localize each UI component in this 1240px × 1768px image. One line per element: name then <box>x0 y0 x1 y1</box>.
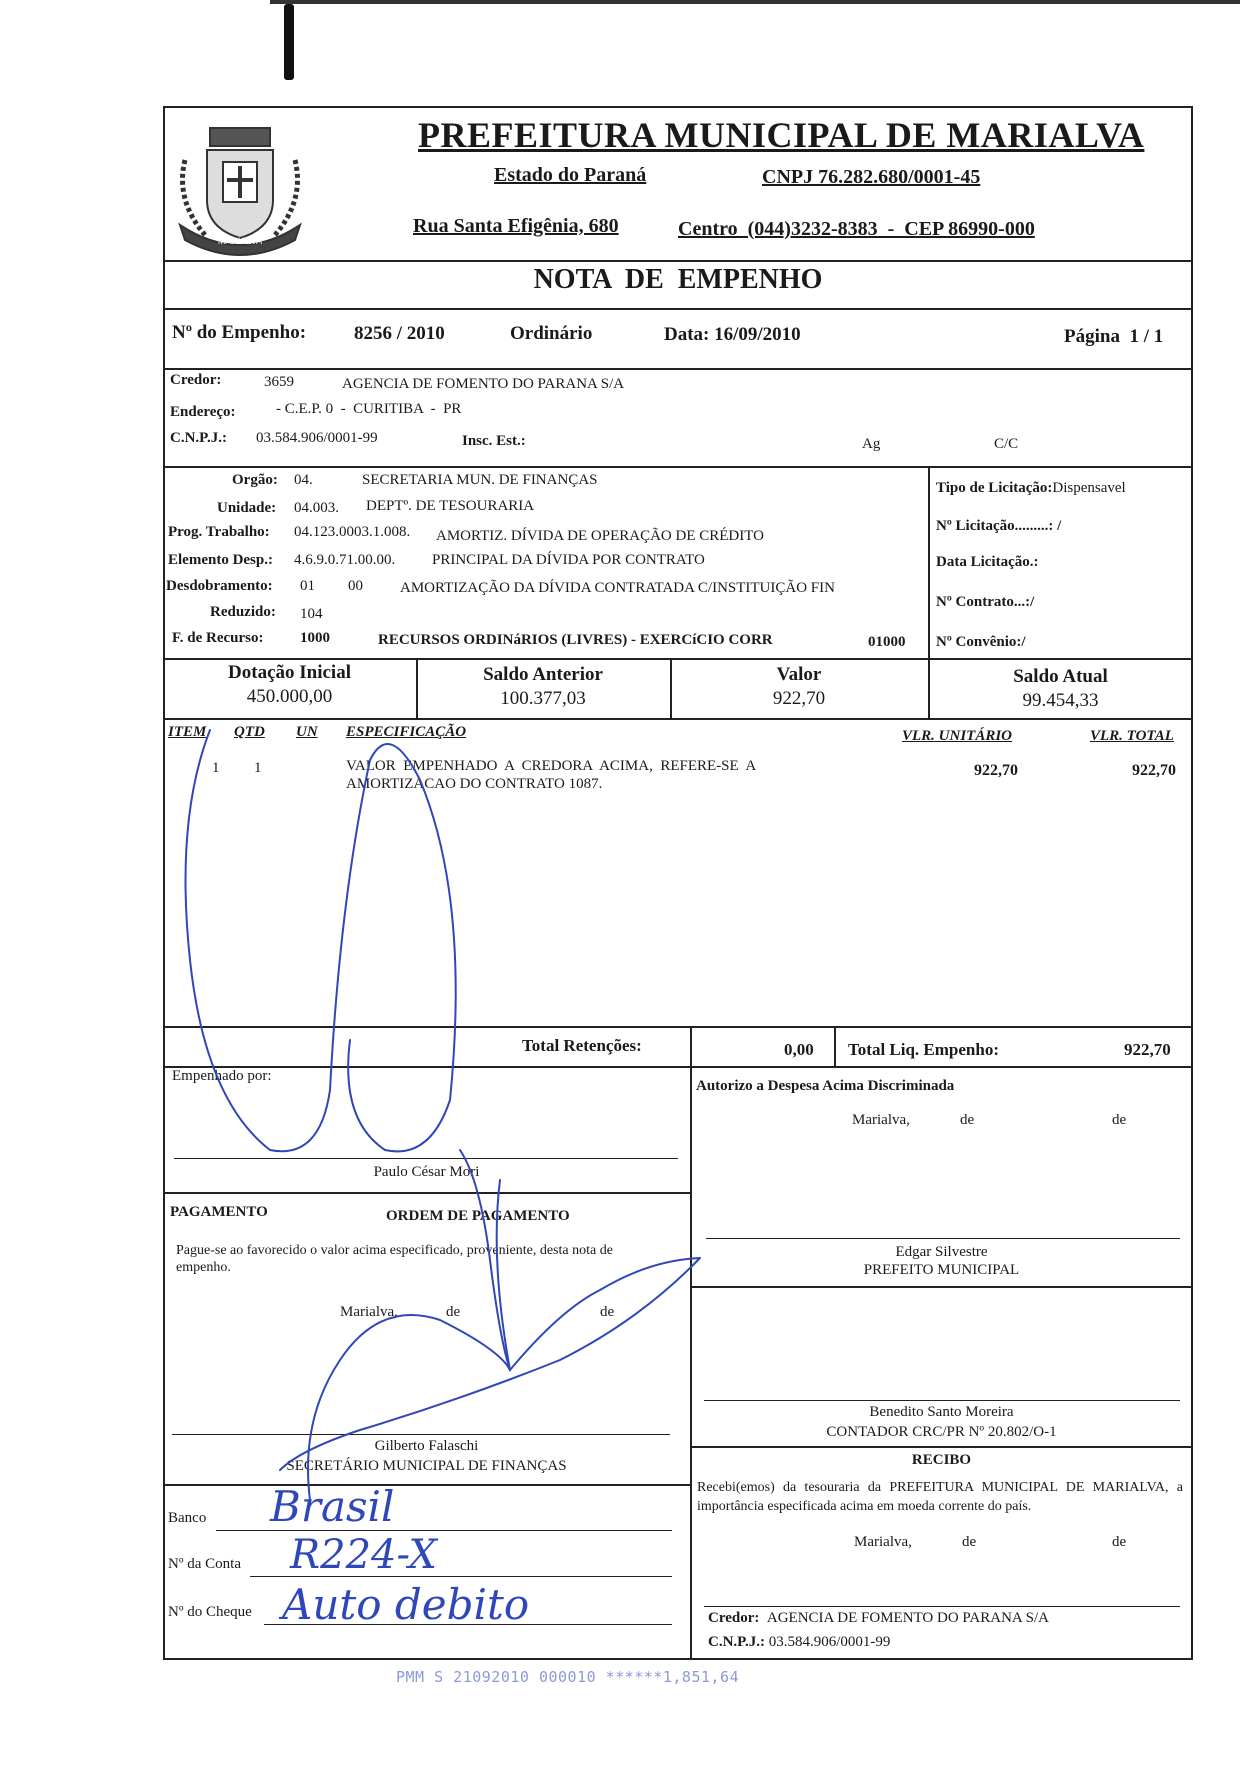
banco-separator <box>163 1484 690 1486</box>
valor-label: Valor <box>776 664 822 685</box>
cc-label: C/C <box>994 436 1019 452</box>
desdobramento-label: Desdobramento: <box>166 578 273 594</box>
address-label: Rua Santa Efigênia, 680 <box>413 215 619 237</box>
elemento-code: 4.6.9.0.71.00.00. <box>294 552 396 568</box>
scan-mark <box>284 4 294 80</box>
desdobramento-code1: 01 <box>300 578 315 594</box>
empenho-type: Ordinário <box>510 323 593 344</box>
contador-name: Benedito Santo Moreira <box>869 1404 1014 1420</box>
retencoes-value: 0,00 <box>784 1040 814 1059</box>
empenhado-name: Paulo César Mori <box>373 1164 480 1180</box>
secretario-name: Gilberto Falaschi <box>374 1438 479 1454</box>
empenhado-por-label: Empenhado por: <box>172 1068 272 1084</box>
recibo-local: Marialva, <box>854 1534 912 1550</box>
reduzido-value: 104 <box>300 606 323 622</box>
ordem-local: Marialva, <box>340 1304 398 1320</box>
ordem-de-2: de <box>600 1304 615 1320</box>
elemento-label: Elemento Desp.: <box>168 552 273 568</box>
elemento-name: PRINCIPAL DA DÍVIDA POR CONTRATO <box>432 552 705 568</box>
prefeito-title: PREFEITO MUNICIPAL <box>863 1262 1020 1278</box>
recibo-cnpj-value: 03.584.906/0001-99 <box>768 1634 891 1650</box>
budget-divider <box>928 466 930 660</box>
recurso-name: RECURSOS ORDINáRIOS (LIVRES) - EXERCíCIO CORR <box>378 632 773 648</box>
secretario-title: SECRETÁRIO MUNICIPAL DE FINANÇAS <box>286 1458 567 1474</box>
ag-label: Ag <box>862 436 881 452</box>
unit-value-header: VLR. UNITÁRIO <box>902 728 1013 744</box>
autorizo-label: Autorizo a Despesa Acima Discriminada <box>696 1078 955 1094</box>
recibo-credor-label: Credor: <box>708 1610 760 1626</box>
row-unit-value: 922,70 <box>974 762 1018 779</box>
desdobramento-name: AMORTIZAÇÃO DA DÍVIDA CONTRATADA C/INSTITUIÇÃO FIN <box>400 580 835 596</box>
municipality-title: PREFEITURA MUNICIPAL DE MARIALVA <box>418 115 1145 155</box>
credor-cnpj-label: C.N.P.J.: <box>170 430 227 446</box>
credor-code: 3659 <box>264 374 294 390</box>
secretario-signature-line <box>172 1434 670 1435</box>
pague-text: Pague-se ao favorecido o valor acima especificado, proveniente, desta nota de empenho. <box>176 1243 613 1275</box>
dotacao-label: Dotação Inicial <box>228 662 351 683</box>
desdobramento-code2: 00 <box>348 578 363 594</box>
row-qtd: 1 <box>254 760 262 776</box>
recibo-credor <box>708 1610 1049 1627</box>
orgao-name: SECRETARIA MUN. DE FINANÇAS <box>362 472 598 488</box>
page-indicator: Página 1 / 1 <box>1064 326 1164 347</box>
scan-edge-line <box>270 0 1240 4</box>
row-item: 1 <box>212 760 220 776</box>
recibo-separator <box>690 1446 1193 1448</box>
empenho-date: Data: 16/09/2010 <box>664 324 801 345</box>
orgao-label: Orgão: <box>232 472 278 488</box>
recibo-cnpj <box>708 1634 890 1651</box>
licitacao-type-label: Tipo de Licitação: <box>936 480 1053 496</box>
totals-divider-1 <box>690 1026 692 1068</box>
valor-value: 922,70 <box>772 688 826 709</box>
credor-box <box>163 368 1193 468</box>
cheque-handwritten: Auto debito <box>282 1580 530 1629</box>
processing-stamp: PMM S 21092010 000010 ******1,851,64 <box>396 1668 740 1686</box>
banco-handwritten: Brasil <box>270 1482 395 1531</box>
conta-handwritten: R224-X <box>290 1532 438 1578</box>
state-label: Estado do Paraná <box>494 164 647 186</box>
convenio-number: Nº Convênio:/ <box>936 634 1026 650</box>
conta-label: Nº da Conta <box>168 1556 241 1572</box>
row-spec-line1: VALOR EMPENHADO A CREDORA ACIMA, REFERE-SE A <box>346 758 757 774</box>
dotacao-value: 450.000,00 <box>246 686 333 707</box>
saldo-anterior-label: Saldo Anterior <box>483 664 603 685</box>
prog-label: Prog. Trabalho: <box>168 524 270 540</box>
recibo-cnpj-label: C.N.P.J.: <box>708 1634 765 1650</box>
saldo-atual-value: 99.454,33 <box>1022 690 1099 711</box>
retencoes-label: Total Retenções: <box>522 1036 642 1055</box>
prog-code: 04.123.0003.1.008. <box>294 524 411 540</box>
totals-box <box>163 1026 1193 1068</box>
contador-separator <box>690 1286 1193 1288</box>
address-field-label: Endereço: <box>170 404 236 420</box>
saldo-atual-label: Saldo Atual <box>1013 666 1108 687</box>
ordem-de-1: de <box>446 1304 461 1320</box>
bottom-center-divider <box>690 1066 692 1660</box>
liquido-label: Total Liq. Empenho: <box>848 1040 999 1059</box>
recibo-de-1: de <box>962 1534 977 1550</box>
licitacao-date: Data Licitação.: <box>936 554 1039 570</box>
empenhado-signature-line <box>174 1158 678 1159</box>
row-spec-line2: AMORTIZACAO DO CONTRATO 1087. <box>346 776 603 792</box>
credor-label: Credor: <box>170 372 222 388</box>
contador-title: CONTADOR CRC/PR Nº 20.802/O-1 <box>826 1424 1057 1440</box>
crest-logo <box>165 100 315 258</box>
contrato-number: Nº Contrato...:/ <box>936 594 1035 610</box>
ordem-pagamento-label: ORDEM DE PAGAMENTO <box>386 1208 570 1224</box>
recurso-label: F. de Recurso: <box>172 630 264 646</box>
item-header: ITEM <box>168 724 207 740</box>
recibo-de-2: de <box>1112 1534 1127 1550</box>
credor-name: AGENCIA DE FOMENTO DO PARANA S/A <box>342 376 625 392</box>
licitacao-type-value: Dispensavel <box>1052 480 1126 496</box>
saldo-anterior-value: 100.377,03 <box>500 688 586 709</box>
credor-cnpj: 03.584.906/0001-99 <box>256 430 378 446</box>
insc-est-label: Insc. Est.: <box>462 433 526 449</box>
row-total-value: 922,70 <box>1132 762 1176 779</box>
pagamento-separator <box>163 1192 690 1194</box>
prefeito-signature-line <box>706 1238 1180 1239</box>
recibo-text: Recebi(emos) da tesouraria da PREFEITURA MUNICIPAL DE MARIALVA, a importância especificada acima em moeda corrente do país. <box>697 1480 1183 1514</box>
unidade-code: 04.003. <box>294 500 339 516</box>
licitacao-type <box>936 480 1126 497</box>
recurso-code2: 01000 <box>868 634 906 650</box>
credor-address: - C.E.P. 0 - CURITIBA - PR <box>276 401 462 417</box>
contact-label: Centro (044)3232-8383 - CEP 86990-000 <box>678 218 1035 240</box>
unidade-name: DEPTº. DE TESOURARIA <box>366 498 535 514</box>
prog-name: AMORTIZ. DÍVIDA DE OPERAÇÃO DE CRÉDITO <box>436 528 764 544</box>
total-value-header: VLR. TOTAL <box>1090 728 1174 744</box>
autorizo-local: Marialva, <box>852 1112 910 1128</box>
orgao-code: 04. <box>294 472 313 488</box>
licitacao-number: Nº Licitação.........: / <box>936 518 1062 534</box>
cheque-label: Nº do Cheque <box>168 1604 252 1620</box>
especificacao-header: ESPECIFICAÇÃO <box>346 724 467 740</box>
recibo-credor-name: AGENCIA DE FOMENTO DO PARANA S/A <box>766 1610 1049 1626</box>
document-title: NOTA DE EMPENHO <box>533 264 823 295</box>
reduzido-label: Reduzido: <box>210 604 276 620</box>
empenho-number: 8256 / 2010 <box>354 323 445 344</box>
un-header: UN <box>296 724 318 740</box>
banco-label: Banco <box>168 1510 207 1526</box>
contador-signature-line <box>704 1400 1180 1401</box>
unidade-label: Unidade: <box>217 500 277 516</box>
recibo-signature-line <box>704 1606 1180 1607</box>
crest-text: MARIALVA <box>217 236 263 246</box>
empenho-number-label: Nº do Empenho: <box>172 322 307 343</box>
recurso-code: 1000 <box>300 630 330 646</box>
autorizo-de-1: de <box>960 1112 975 1128</box>
liquido-value: 922,70 <box>1124 1040 1171 1059</box>
pagamento-label: PAGAMENTO <box>170 1204 268 1220</box>
cnpj-label: CNPJ 76.282.680/0001-45 <box>762 166 981 188</box>
totals-divider-2 <box>834 1026 836 1068</box>
qtd-header: QTD <box>234 724 265 740</box>
recibo-title: RECIBO <box>911 1452 972 1468</box>
prefeito-name: Edgar Silvestre <box>895 1244 988 1260</box>
autorizo-de-2: de <box>1112 1112 1127 1128</box>
